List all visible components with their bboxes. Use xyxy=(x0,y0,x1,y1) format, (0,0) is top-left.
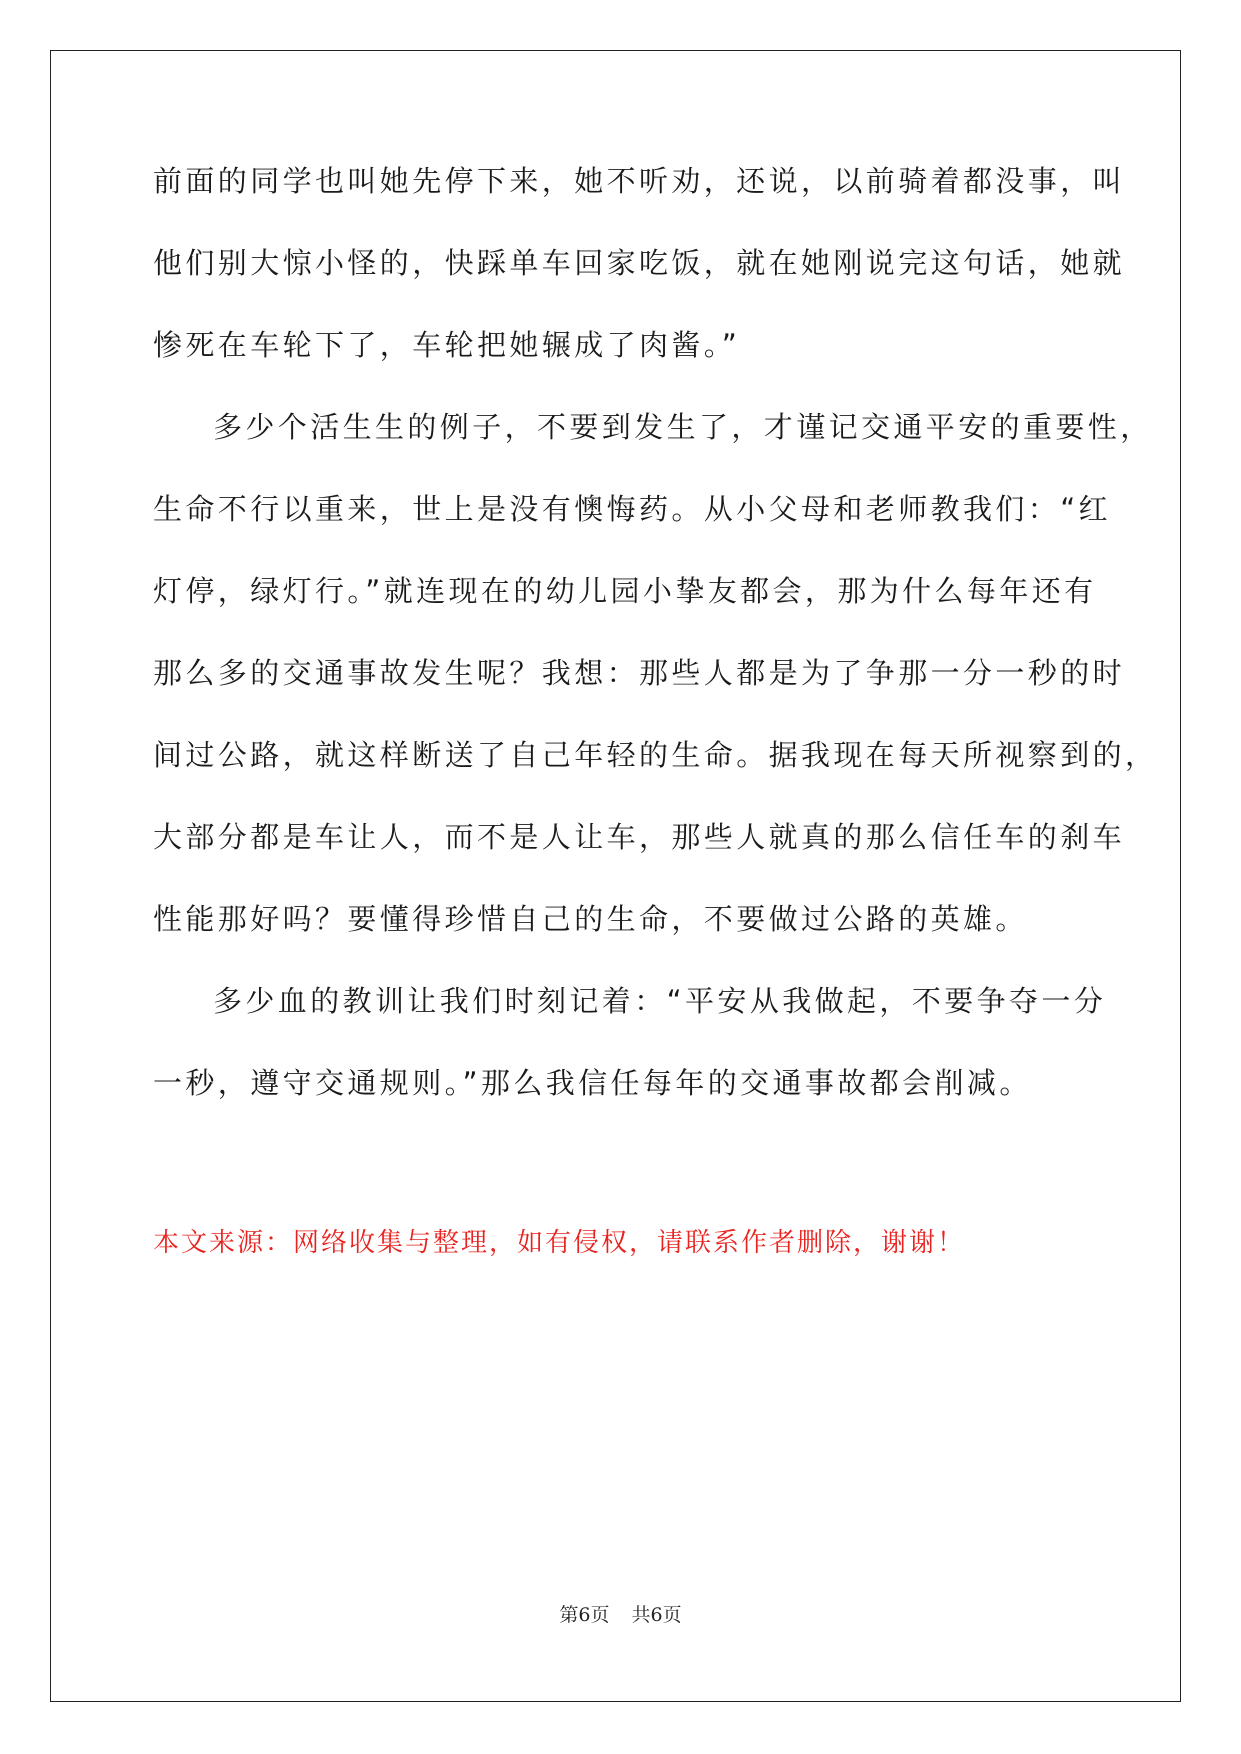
text-line: 性能那好吗？要懂得珍惜自己的生命，不要做过公路的英雄。 xyxy=(153,902,1028,936)
paragraph-start-line: 多少个活生生的例子，不要到发生了，才谨记交通平安的重要性， xyxy=(213,410,1153,444)
page-number: 第6页 xyxy=(559,1604,610,1626)
document-body xyxy=(153,160,1158,1144)
text-line: 他们别大惊小怪的，快踩单车回家吃饭，就在她刚说完这句话，她就 xyxy=(153,246,1126,280)
text-line: 惨死在车轮下了，车轮把她辗成了肉酱。” xyxy=(153,328,741,362)
page-total: 共6页 xyxy=(631,1604,682,1626)
paragraph-start-line: 多少血的教训让我们时刻记着：“平安从我做起，不要争夺一分 xyxy=(213,984,1107,1018)
source-note: 本文来源：网络收集与整理，如有侵权，请联系作者删除，谢谢！ xyxy=(153,1228,966,1258)
text-line: 生命不行以重来，世上是没有懊悔药。从小父母和老师教我们：“红 xyxy=(153,492,1112,526)
text-line: 灯停，绿灯行。”就连现在的幼儿园小挚友都会，那为什么每年还有 xyxy=(153,574,1097,608)
text-line: 大部分都是车让人，而不是人让车，那些人就真的那么信任车的刹车 xyxy=(153,820,1126,854)
text-line: 前面的同学也叫她先停下来，她不听劝，还说，以前骑着都没事，叫 xyxy=(153,164,1126,198)
page-footer xyxy=(0,1600,1241,1627)
text-line: 那么多的交通事故发生呢？我想：那些人都是为了争那一分一秒的时 xyxy=(153,656,1126,690)
text-line: 一秒，遵守交通规则。”那么我信任每年的交通事故都会削减。 xyxy=(153,1066,1032,1100)
text-line: 间过公路，就这样断送了自己年轻的生命。据我现在每天所视察到的， xyxy=(153,738,1158,772)
